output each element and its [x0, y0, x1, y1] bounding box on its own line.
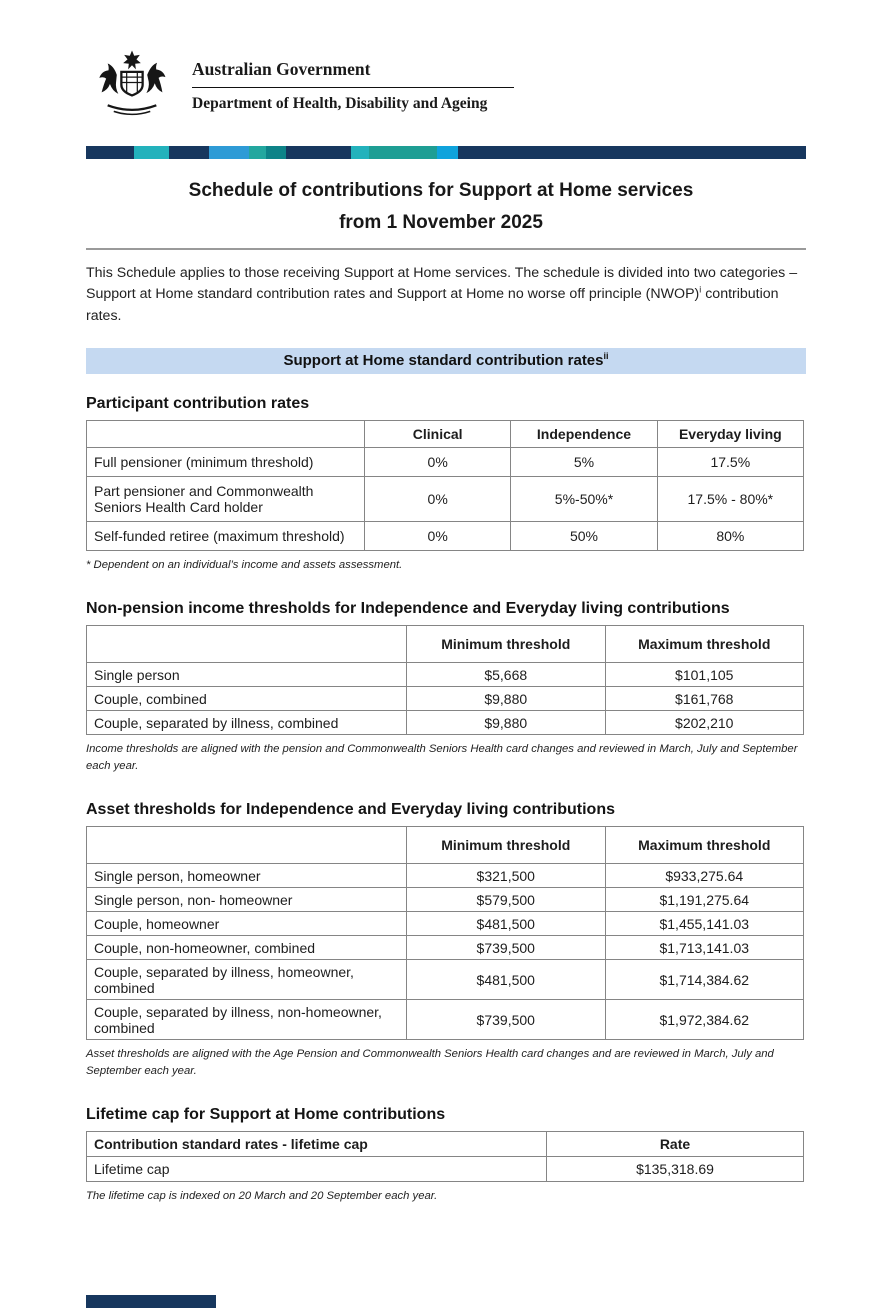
intro-text-after: contribution rates. [86, 286, 779, 324]
cell-value: 0% [365, 522, 511, 551]
cell-value: 0% [365, 448, 511, 477]
asset-thresholds-table [86, 826, 804, 1040]
cell-value: 5% [511, 448, 657, 477]
cell-value: 0% [365, 477, 511, 522]
row-label: Couple, separated by illness, non-homeowner, combined [87, 1000, 407, 1040]
column-header [87, 827, 407, 864]
cell-value: $1,455,141.03 [605, 912, 804, 936]
table-row [87, 888, 804, 912]
color-bar-segment [169, 146, 209, 159]
footnote-participant: * Dependent on an individual’s income and assets assessment. [86, 559, 403, 572]
table-header-row [87, 827, 804, 864]
column-header: Minimum threshold [407, 827, 606, 864]
cell-value: $1,191,275.64 [605, 888, 804, 912]
column-header: Minimum threshold [407, 626, 606, 663]
title-divider [86, 248, 806, 250]
banner-footnote-marker: ii [603, 351, 609, 362]
cell-value: $9,880 [407, 711, 606, 735]
cell-value: $1,713,141.03 [605, 936, 804, 960]
footnote-lifetime-cap: The lifetime cap is indexed on 20 March and 20 September each year. [86, 1190, 438, 1203]
row-label: Lifetime cap [87, 1157, 547, 1182]
table-row [87, 448, 804, 477]
row-label: Part pensioner and Commonwealth Seniors Health Card holder [87, 477, 365, 522]
cell-value: $481,500 [407, 960, 606, 1000]
cell-value: $135,318.69 [547, 1157, 804, 1182]
color-bar-segment [351, 146, 369, 159]
row-label: Couple, separated by illness, combined [87, 711, 407, 735]
cell-value: $5,668 [407, 663, 606, 687]
footnote-assets: Asset thresholds are aligned with the Age Pension and Commonwealth Seniors Health card changes and are reviewed in March, July and September each year. [86, 1048, 774, 1078]
cell-value: $1,972,384.62 [605, 1000, 804, 1040]
heading-income-thresholds: Non-pension income thresholds for Independence and Everyday living contributions [86, 600, 730, 618]
section-banner [86, 348, 806, 374]
heading-lifetime-cap: Lifetime cap for Support at Home contributions [86, 1106, 446, 1124]
table-row [87, 960, 804, 1000]
brand-color-bar [86, 146, 806, 159]
column-header: Rate [547, 1132, 804, 1157]
cell-value: $1,714,384.62 [605, 960, 804, 1000]
page-title-line2: from 1 November 2025 [339, 212, 543, 234]
government-header [86, 46, 796, 122]
cell-value: $9,880 [407, 687, 606, 711]
row-label: Self-funded retiree (maximum threshold) [87, 522, 365, 551]
color-bar-segment [134, 146, 169, 159]
table-row [87, 477, 804, 522]
column-header [87, 421, 365, 448]
cell-value: $579,500 [407, 888, 606, 912]
income-thresholds-table [86, 625, 804, 735]
cell-value: $481,500 [407, 912, 606, 936]
row-label: Couple, non-homeowner, combined [87, 936, 407, 960]
table-row [87, 1157, 804, 1182]
column-header: Independence [511, 421, 657, 448]
row-label: Couple, combined [87, 687, 407, 711]
row-label: Couple, homeowner [87, 912, 407, 936]
table-header-row [87, 626, 804, 663]
column-header: Maximum threshold [605, 626, 804, 663]
page-title [86, 175, 796, 240]
page-title-line1: Schedule of contributions for Support at Home services [188, 180, 694, 201]
footnote-income: Income thresholds are aligned with the pension and Commonwealth Seniors Health card changes and reviewed in March, July and September each year. [86, 743, 798, 773]
color-bar-segment [286, 146, 351, 159]
cell-value: 5%-50%* [511, 477, 657, 522]
table-header-row [87, 421, 804, 448]
table-header-row [87, 1132, 804, 1157]
table-row [87, 864, 804, 888]
table-row [87, 1000, 804, 1040]
intro-paragraph [86, 263, 808, 328]
table-row [87, 912, 804, 936]
cell-value: 50% [511, 522, 657, 551]
row-label: Full pensioner (minimum threshold) [87, 448, 365, 477]
color-bar-segment [209, 146, 249, 159]
heading-participant-rates: Participant contribution rates [86, 395, 310, 413]
cell-value: $101,105 [605, 663, 804, 687]
color-bar-segment [458, 146, 806, 159]
color-bar-segment [437, 146, 458, 159]
participant-rates-table [86, 420, 804, 551]
table-row [87, 936, 804, 960]
intro-text: This Schedule applies to those receiving Support at Home services. The schedule is divided into two categories – Support at Home standard contribution rates and Support at Home no worse off principle (NWOP) [86, 264, 798, 303]
column-header [87, 626, 407, 663]
coat-of-arms-icon [86, 46, 178, 122]
table-row [87, 711, 804, 735]
cell-value: 17.5% [657, 448, 803, 477]
footer-brand-bar [86, 1295, 216, 1308]
cell-value: 17.5% - 80%* [657, 477, 803, 522]
column-header: Everyday living [657, 421, 803, 448]
cell-value: $739,500 [407, 1000, 606, 1040]
cell-value: $739,500 [407, 936, 606, 960]
column-header: Maximum threshold [605, 827, 804, 864]
column-header: Clinical [365, 421, 511, 448]
government-name: Australian Government [192, 59, 514, 88]
row-label: Single person, homeowner [87, 864, 407, 888]
banner-text: Support at Home standard contribution rates [283, 352, 604, 370]
row-label: Single person, non- homeowner [87, 888, 407, 912]
cell-value: $933,275.64 [605, 864, 804, 888]
government-titles [192, 55, 514, 113]
row-label: Couple, separated by illness, homeowner, combined [87, 960, 407, 1000]
cell-value: $321,500 [407, 864, 606, 888]
heading-asset-thresholds: Asset thresholds for Independence and Everyday living contributions [86, 801, 615, 819]
cell-value: 80% [657, 522, 803, 551]
color-bar-segment [249, 146, 266, 159]
intro-footnote-marker: i [699, 284, 702, 295]
document-page [0, 46, 882, 1205]
table-row [87, 522, 804, 551]
color-bar-segment [86, 146, 134, 159]
color-bar-segment [266, 146, 286, 159]
lifetime-cap-table [86, 1131, 804, 1182]
table-row [87, 687, 804, 711]
department-name: Department of Health, Disability and Ageing [192, 95, 488, 112]
color-bar-segment [369, 146, 437, 159]
column-header: Contribution standard rates - lifetime cap [87, 1132, 547, 1157]
cell-value: $202,210 [605, 711, 804, 735]
table-row [87, 663, 804, 687]
cell-value: $161,768 [605, 687, 804, 711]
row-label: Single person [87, 663, 407, 687]
